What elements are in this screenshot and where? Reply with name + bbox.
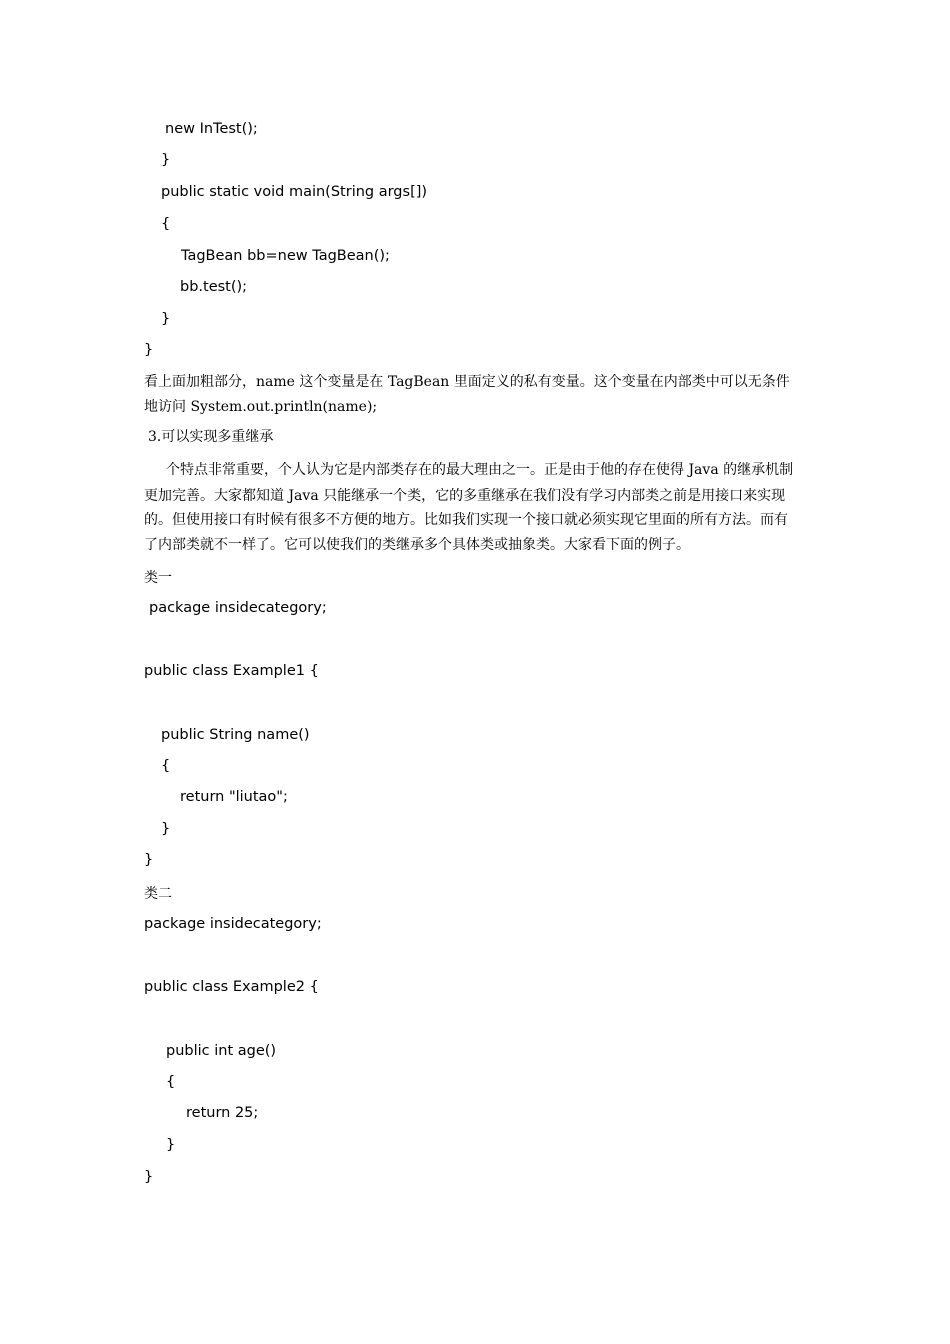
code-line: public String name() — [161, 727, 310, 743]
code-line: public class Example1 { — [144, 663, 319, 679]
code-line: } — [166, 1137, 176, 1153]
code-line: } — [161, 311, 171, 327]
code-line: public int age() — [166, 1043, 277, 1059]
paragraph-line: 看上面加粗部分，name 这个变量是在 TagBean 里面定义的私有变量。这个变量在内部类中可以无条件 — [144, 374, 790, 390]
code-line: } — [144, 1169, 154, 1185]
code-line: { — [161, 758, 171, 774]
code-line: new InTest(); — [165, 121, 258, 137]
paragraph-line: 个特点非常重要，个人认为它是内部类存在的最大理由之一。正是由于他的存在使得 Java 的继承机制 — [166, 462, 794, 478]
code-line: } — [144, 342, 154, 358]
paragraph-line: 更加完善。大家都知道 Java 只能继承一个类，它的多重继承在我们没有学习内部类之前是用接口来实现 — [144, 488, 786, 504]
code-line: return "liutao"; — [180, 789, 288, 805]
paragraph-line: 了内部类就不一样了。它可以使我们的类继承多个具体类或抽象类。大家看下面的例子。 — [144, 537, 690, 553]
class-one-label: 类一 — [144, 570, 172, 586]
code-line: return 25; — [186, 1105, 259, 1121]
code-line: } — [144, 852, 154, 868]
code-line: public class Example2 { — [144, 979, 319, 995]
code-line: TagBean bb=new TagBean(); — [181, 248, 390, 264]
code-line: } — [161, 152, 171, 168]
class-two-label: 类二 — [144, 886, 172, 902]
code-line: { — [166, 1074, 176, 1090]
section-heading: 3.可以实现多重继承 — [148, 429, 274, 445]
paragraph-line: 的。但使用接口有时候有很多不方便的地方。比如我们实现一个接口就必须实现它里面的所有方法。而有 — [144, 512, 788, 528]
code-line: package insidecategory; — [149, 600, 327, 616]
paragraph-line: 地访问 System.out.println(name); — [144, 399, 378, 415]
code-line: package insidecategory; — [144, 916, 322, 932]
code-line: } — [161, 821, 171, 837]
code-line: { — [161, 216, 171, 232]
code-line: bb.test(); — [180, 279, 248, 295]
code-line: public static void main(String args[]) — [161, 184, 428, 200]
